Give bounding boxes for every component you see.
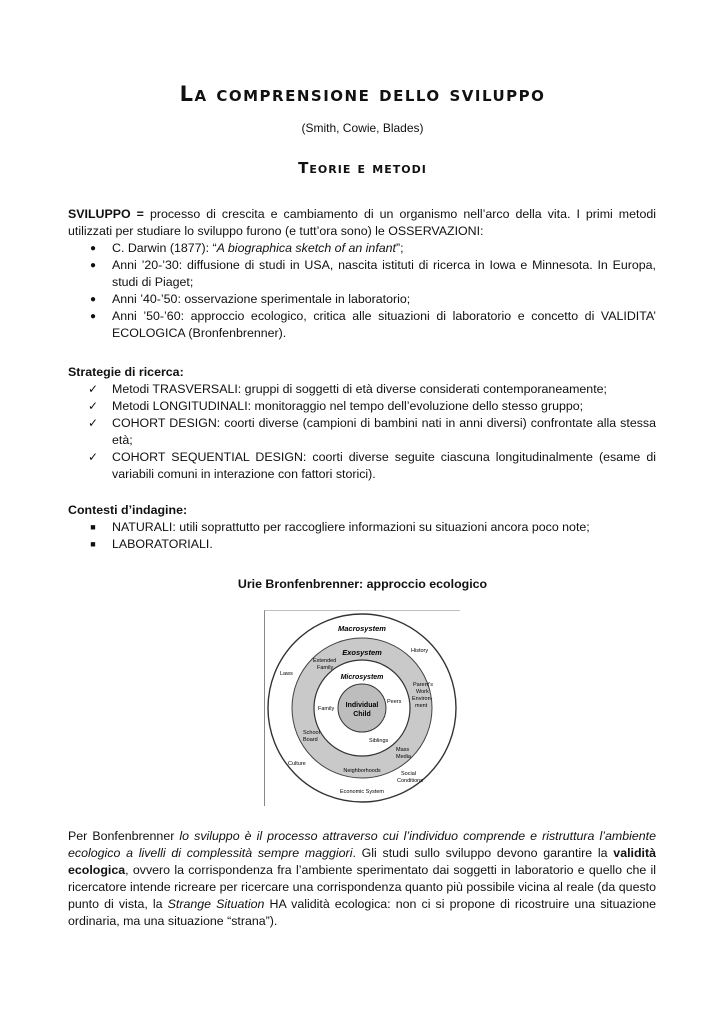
item-text: Anni ’20-’30: diffusione di studi in USA, nascita istituti di ricerca in Iowa e Minnesota. In Europa, studi di Piaget; [112, 258, 656, 289]
list-item [68, 449, 656, 483]
list-item [68, 291, 656, 308]
individual-label: Individual [345, 702, 379, 709]
checkmark-icon: ✓ [87, 416, 99, 430]
closing-text [68, 828, 656, 930]
economic-system-label: Economic System [339, 789, 385, 795]
item-text: C. Darwin (1877): “ [112, 241, 217, 255]
list-item [68, 536, 656, 553]
square-bullet-icon: ■ [90, 522, 96, 532]
bullet-icon: ● [89, 260, 97, 271]
square-bullet-icon: ■ [90, 539, 96, 549]
checkmark-icon: ✓ [87, 382, 99, 396]
strategie-heading: Strategie di ricerca: [68, 365, 184, 379]
sviluppo-definition-text: processo di crescita e cambiamento di un organismo nell’arco della vita. I primi metodi utilizzati per studiare lo sviluppo furono (e tutt’ora sono) le OSSERVAZIONI: [68, 207, 656, 238]
contesti-heading: Contesti d’indagine: [68, 503, 188, 517]
item-text: Metodi TRASVERSALI: gruppi di soggetti di età diverse considerati contemporaneamente; [112, 382, 607, 396]
parents-work-label-2: Work [416, 689, 429, 695]
culture-label: Culture [288, 761, 306, 767]
observations-list [68, 240, 656, 342]
item-text: COHORT DESIGN: coorti diverse (campioni di bambini nati in anni diversi) confrontate alla stessa età; [112, 416, 656, 447]
sviluppo-definition [68, 206, 656, 240]
family-label: Family [318, 706, 335, 712]
mass-media-label-2: Media [396, 754, 411, 760]
social-conditions-label-1: Social [401, 771, 416, 777]
item-text: Anni ’50-’60: approccio ecologico, critica alle situazioni di laboratorio e concetto di VALIDITA’ ECOLOGICA (Bronfenbrenner). [112, 309, 656, 340]
list-item [68, 519, 656, 536]
closing-part-1: Per Bonfenbrenner [68, 829, 180, 843]
bullet-icon: ● [89, 294, 97, 305]
list-item [68, 308, 656, 342]
child-label: Child [353, 711, 371, 718]
neighborhoods-label: Neighborhoods [343, 768, 381, 774]
sviluppo-section [68, 206, 656, 342]
macrosystem-label: Macrosystem [338, 624, 386, 633]
list-item [68, 398, 656, 415]
history-label: History [411, 648, 429, 654]
checkmark-icon: ✓ [87, 399, 99, 413]
ecological-model-diagram [264, 610, 460, 806]
peers-label: Peers [387, 699, 402, 705]
strategie-section [68, 364, 656, 483]
closing-part-2: . Gli studi sullo sviluppo devono garantire la [352, 846, 614, 860]
contesti-section [68, 502, 656, 553]
item-text: Metodi LONGITUDINALI: monitoraggio nel tempo dell’evoluzione dello stesso gruppo; [112, 399, 584, 413]
siblings-label: Siblings [369, 738, 389, 744]
item-text: LABORATORIALI. [112, 537, 213, 551]
closing-paragraph [68, 828, 656, 930]
laws-label: Laws [280, 671, 293, 677]
contesti-list [68, 519, 656, 553]
authors-line: (Smith, Cowie, Blades) [301, 121, 424, 135]
closing-part-3: , ovvero la corrispondenza fra l’ambiente sperimentato dai soggetti in laboratorio e quello che il ricercatore intende ricreare per ricercare una corrispondenza quanto più possibile vicina al reale (da questo punto di vista, la [68, 863, 656, 911]
list-item [68, 381, 656, 398]
mass-media-label-1: Mass [396, 747, 410, 753]
strategie-list [68, 381, 656, 483]
list-item [68, 257, 656, 291]
closing-definition: lo sviluppo è il processo attraverso cui l’individuo comprende e ristruttura l’ambiente ecologico a livelli di complessità sempre maggiori [68, 829, 656, 860]
item-title: A biographica sketch of an infant [216, 241, 396, 255]
item-text: COHORT SEQUENTIAL DESIGN: coorti diverse seguite ciascuna longitudinalmente (esame di variabili comuni in interazione con fattori storici). [112, 450, 656, 481]
closing-strange-situation: Strange Situation [167, 897, 265, 911]
parents-work-label-4: ment [415, 703, 428, 709]
checkmark-icon: ✓ [87, 450, 99, 464]
parents-work-label-3: Environ- [412, 696, 433, 702]
bullet-icon: ● [89, 311, 97, 322]
social-conditions-label-2: Conditions [397, 778, 423, 784]
bullet-icon: ● [89, 243, 97, 254]
school-board-label-1: School [303, 730, 320, 736]
item-text: NATURALI: utili soprattutto per raccogliere informazioni su situazioni ancora poco note; [112, 520, 590, 534]
parents-work-label-1: Parent's [413, 682, 434, 688]
school-board-label-2: Board [303, 737, 318, 743]
item-text-end: ”; [396, 241, 404, 255]
page-title: La comprensione dello sviluppo [179, 82, 546, 106]
list-item [68, 415, 656, 449]
item-text: Anni ’40-’50: osservazione sperimentale in laboratorio; [112, 292, 411, 306]
ecological-model-svg [264, 610, 460, 806]
extended-family-label-1: Extended [313, 658, 337, 664]
exosystem-label: Exosystem [342, 648, 382, 657]
closing-part-4: HA validità ecologica: non ci si propone di ricostruire una situazione ordinaria, ma una situazione “strana”). [68, 897, 657, 928]
figure-title: Urie Bronfenbrenner: approccio ecologico [237, 577, 488, 591]
extended-family-label-2: Family [317, 665, 334, 671]
microsystem-label: Microsystem [340, 674, 384, 681]
sviluppo-term: SVILUPPO = [68, 207, 144, 221]
section-subtitle: Teorie e metodi [298, 159, 427, 177]
closing-keyword: validità ecologica [68, 846, 656, 877]
list-item [68, 240, 656, 257]
